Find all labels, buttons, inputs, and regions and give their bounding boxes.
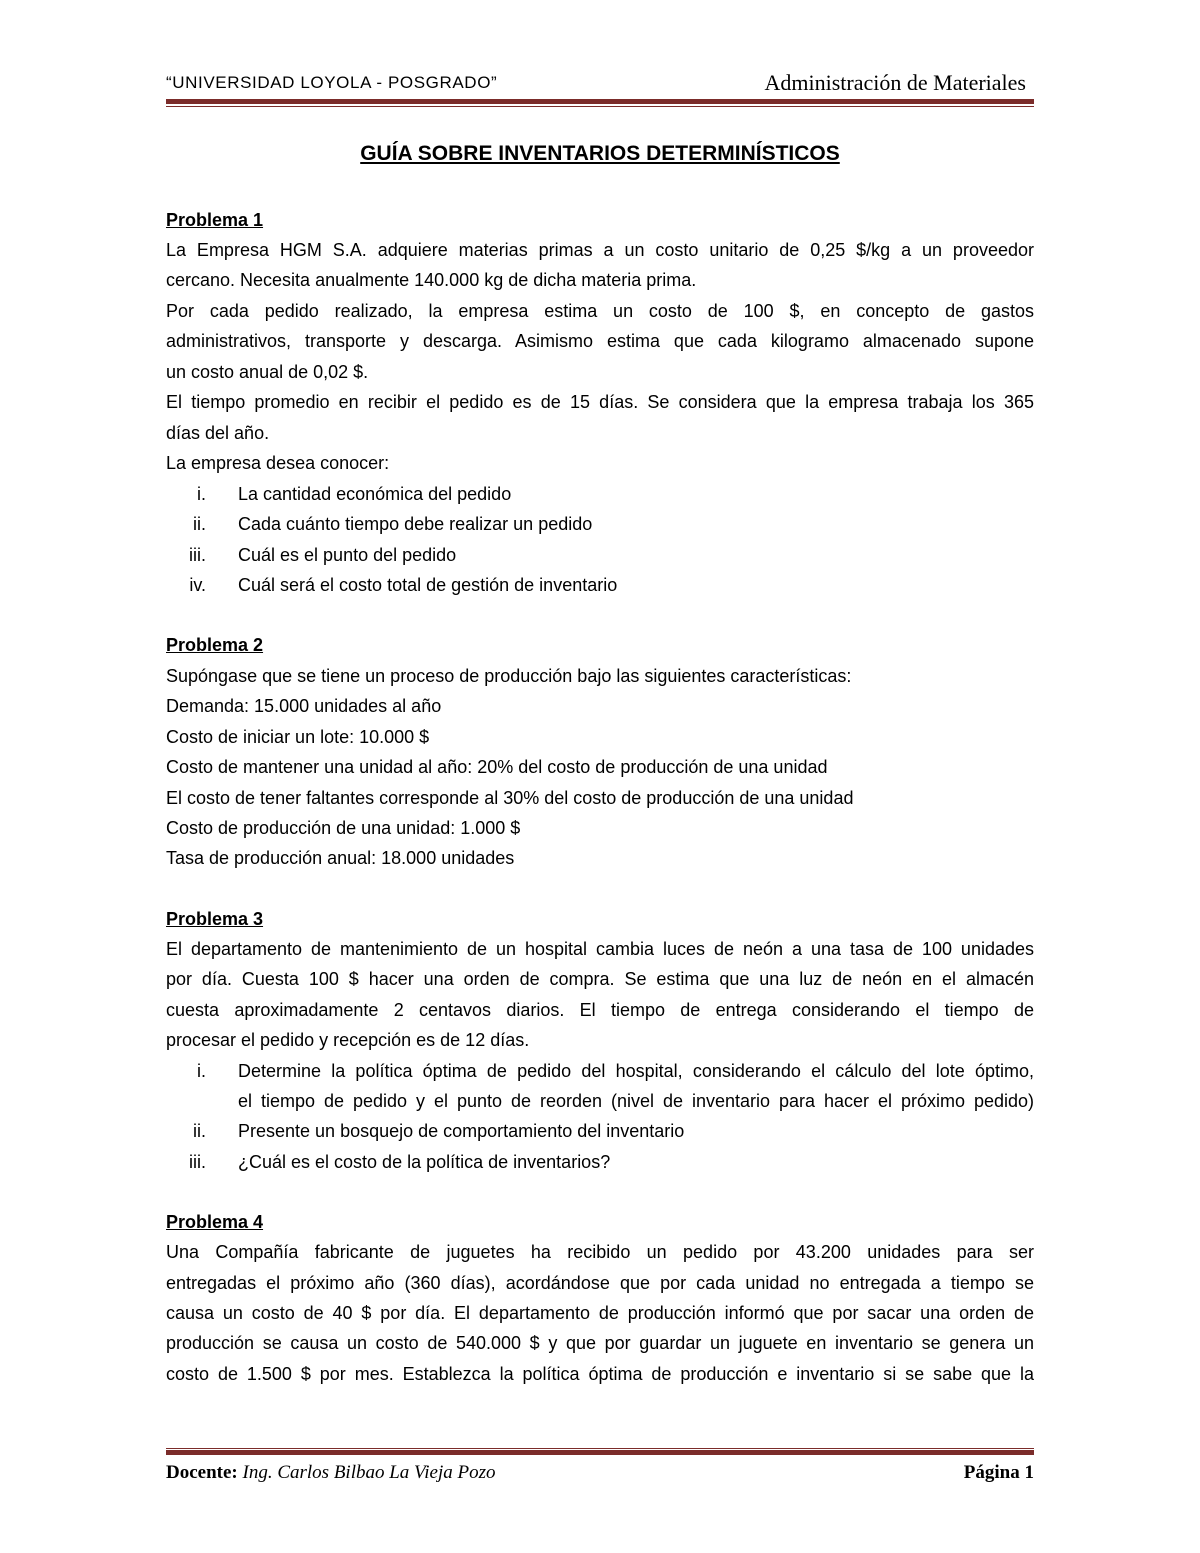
problem-3-line: por día. Cuesta 100 $ hacer una orden de compra. Se estima que una luz de neón en el almacén [166, 969, 1034, 989]
footer-rule [166, 1450, 1034, 1455]
list-number: i. [197, 1061, 206, 1081]
problem-2-line: Costo de producción de una unidad: 1.000 $ [166, 818, 521, 838]
problem-3-line: procesar el pedido y recepción es de 12 días. [166, 1030, 530, 1050]
problem-1-line: La empresa desea conocer: [166, 453, 390, 473]
list-number: iii. [189, 545, 206, 565]
header-institution: “UNIVERSIDAD LOYOLA - POSGRADO” [166, 73, 498, 92]
page-number: Página 1 [963, 1462, 1034, 1483]
problem-1-line: un costo anual de 0,02 $. [166, 362, 369, 382]
problem-1-line: La Empresa HGM S.A. adquiere materias primas a un costo unitario de 0,25 $/kg a un proveedor [166, 240, 1034, 260]
list-item [166, 1152, 1034, 1176]
problem-4-line: producción se causa un costo de 540.000 $ y que por guardar un juguete en inventario se genera un [166, 1333, 1034, 1353]
page-header [166, 70, 1034, 98]
list-item [166, 1091, 1034, 1115]
problem-2-line: Costo de mantener una unidad al año: 20% del costo de producción de una unidad [166, 757, 828, 777]
list-number: iv. [189, 575, 206, 595]
list-text: La cantidad económica del pedido [238, 484, 512, 504]
problem-4-line: entregadas el próximo año (360 días), acordándose que por cada unidad no entregada a tiempo se [166, 1273, 1034, 1293]
problem-1-line: Por cada pedido realizado, la empresa estima un costo de 100 $, en concepto de gastos [166, 301, 1034, 321]
list-number: ii. [193, 514, 206, 534]
list-text: Cuál será el costo total de gestión de inventario [238, 575, 618, 595]
list-item [166, 514, 1034, 538]
list-text: Determine la política óptima de pedido del hospital, considerando el cálculo del lote óptimo, [238, 1061, 1034, 1081]
problem-4-heading: Problema 4 [166, 1212, 264, 1232]
list-text: el tiempo de pedido y el punto de reorden (nivel de inventario para hacer el próximo pedido) [238, 1091, 1034, 1111]
problem-4-line: Una Compañía fabricante de juguetes ha recibido un pedido por 43.200 unidades para ser [166, 1242, 1034, 1262]
list-item [166, 545, 1034, 569]
page-footer [166, 1462, 1034, 1488]
list-item [166, 1121, 1034, 1145]
header-rule-thin [166, 106, 1034, 107]
problem-4-line: causa un costo de 40 $ por día. El departamento de producción informó que por sacar una orden de [166, 1303, 1034, 1323]
problem-1-line: cercano. Necesita anualmente 140.000 kg de dicha materia prima. [166, 270, 697, 290]
list-item [166, 484, 1034, 508]
list-text: Cuál es el punto del pedido [238, 545, 457, 565]
list-number: i. [197, 484, 206, 504]
problem-1-heading: Problema 1 [166, 210, 264, 230]
problem-3-heading: Problema 3 [166, 909, 264, 929]
list-item [166, 575, 1034, 599]
list-number: ii. [193, 1121, 206, 1141]
footer-label: Docente: [166, 1462, 238, 1483]
footer-teacher-name: Ing. Carlos Bilbao La Vieja Pozo [242, 1462, 496, 1483]
problem-3-line: cuesta aproximadamente 2 centavos diarios. El tiempo de entrega considerando el tiempo de [166, 1000, 1034, 1020]
problem-2-line: Tasa de producción anual: 18.000 unidades [166, 848, 515, 868]
list-number: iii. [189, 1152, 206, 1172]
header-course: Administración de Materiales [764, 70, 1026, 95]
problem-3-line: El departamento de mantenimiento de un hospital cambia luces de neón a una tasa de 100 unidades [166, 939, 1034, 959]
problem-1-line: El tiempo promedio en recibir el pedido es de 15 días. Se considera que la empresa trabaja los 365 [166, 392, 1034, 412]
problem-2-line: Demanda: 15.000 unidades al año [166, 696, 442, 716]
list-text: Cada cuánto tiempo debe realizar un pedido [238, 514, 593, 534]
problem-4-line: costo de 1.500 $ por mes. Establezca la política óptima de producción e inventario si se sabe que la [166, 1364, 1034, 1384]
header-rule [166, 99, 1034, 104]
list-text: Presente un bosquejo de comportamiento del inventario [238, 1121, 685, 1141]
problem-2-line: Costo de iniciar un lote: 10.000 $ [166, 727, 430, 747]
problem-2-heading: Problema 2 [166, 635, 264, 655]
problem-2-line: El costo de tener faltantes corresponde al 30% del costo de producción de una unidad [166, 788, 854, 808]
problem-1-line: administrativos, transporte y descarga. Asimismo estima que cada kilogramo almacenado supone [166, 331, 1034, 351]
list-text: ¿Cuál es el costo de la política de inventarios? [238, 1152, 611, 1172]
footer-rule-thin [166, 1448, 1034, 1449]
list-item [166, 1061, 1034, 1085]
document-title: GUÍA SOBRE INVENTARIOS DETERMINÍSTICOS [360, 142, 840, 165]
problem-2-line: Supóngase que se tiene un proceso de producción bajo las siguientes características: [166, 666, 852, 686]
problem-1-line: días del año. [166, 423, 270, 443]
